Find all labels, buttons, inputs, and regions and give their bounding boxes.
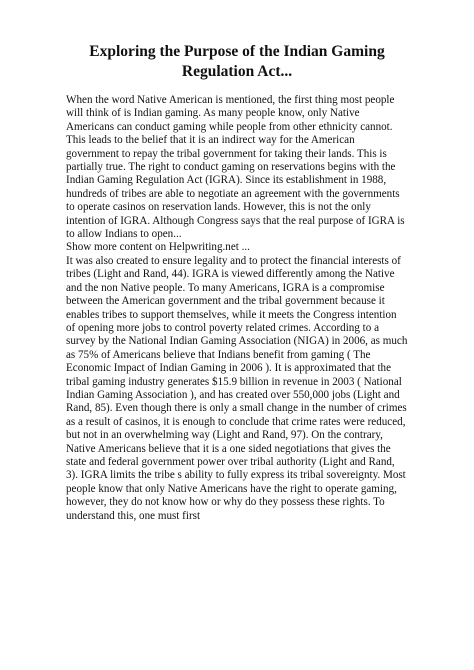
show-more-line: Show more content on Helpwriting.net ... [66,241,250,254]
document-title: Exploring the Purpose of the Indian Gaming Regulation Act... [89,43,385,80]
paragraph-continued: It was also created to ensure legality and to protect the financial interests of tribes (Light and Rand, 44). IGRA is viewed differently among the Native and the non Native people. To many Americans, IGRA is a compromise between the American government and the tribal government because it enables tribes to support themselves, while it meets the Congress intention of opening more jobs to control poverty related crimes. According to a survey by the National Indian Gaming Association (NIGA) in 2006, as much as 75% of Americans believe that Indians benefit from gaming ( The Economic Impact of Indian Gaming in 2006 ). It is approximated that the tribal gaming industry generates $15.9 billion in revenue in 2003 ( National Indian Gaming Association ), and has created over 550,000 jobs (Light and Rand, 85). Even though there is only a small change in the number of crimes as a result of casinos, it is enough to conclude that crime rates were reduced, but not in an overwhelming way (Light and Rand, 97). On the contrary, Native Americans believe that it is a one sided negotiations that gives the state and federal government power over tribal authority (Light and Rand, 3). IGRA limits the tribe s ability to fully express its tribal sovereignty. Most people know that only Native Americans have the right to operate gaming, however, they do not know how or why do they possess these rights. To understand this, one must first [66,254,408,522]
paragraph-intro: When the word Native American is mentioned, the first thing most people will think of is Indian gaming. As many people know, only Native Americans can conduct gaming while people from other ethnicity cannot. This leads to the belief that it is an indirect way for the American government to repay the tribal government for taking their lands. This is partially true. The right to conduct gaming on reservations begins with the Indian Gaming Regulation Act (IGRA). Since its establishment in 1988, hundreds of tribes are able to negotiate an agreement with the governments to operate casinos on reservation lands. However, this is not the only intention of IGRA. Although Congress says that the real purpose of IGRA is to allow Indians to open... [66,94,405,241]
document-body [66,94,408,523]
